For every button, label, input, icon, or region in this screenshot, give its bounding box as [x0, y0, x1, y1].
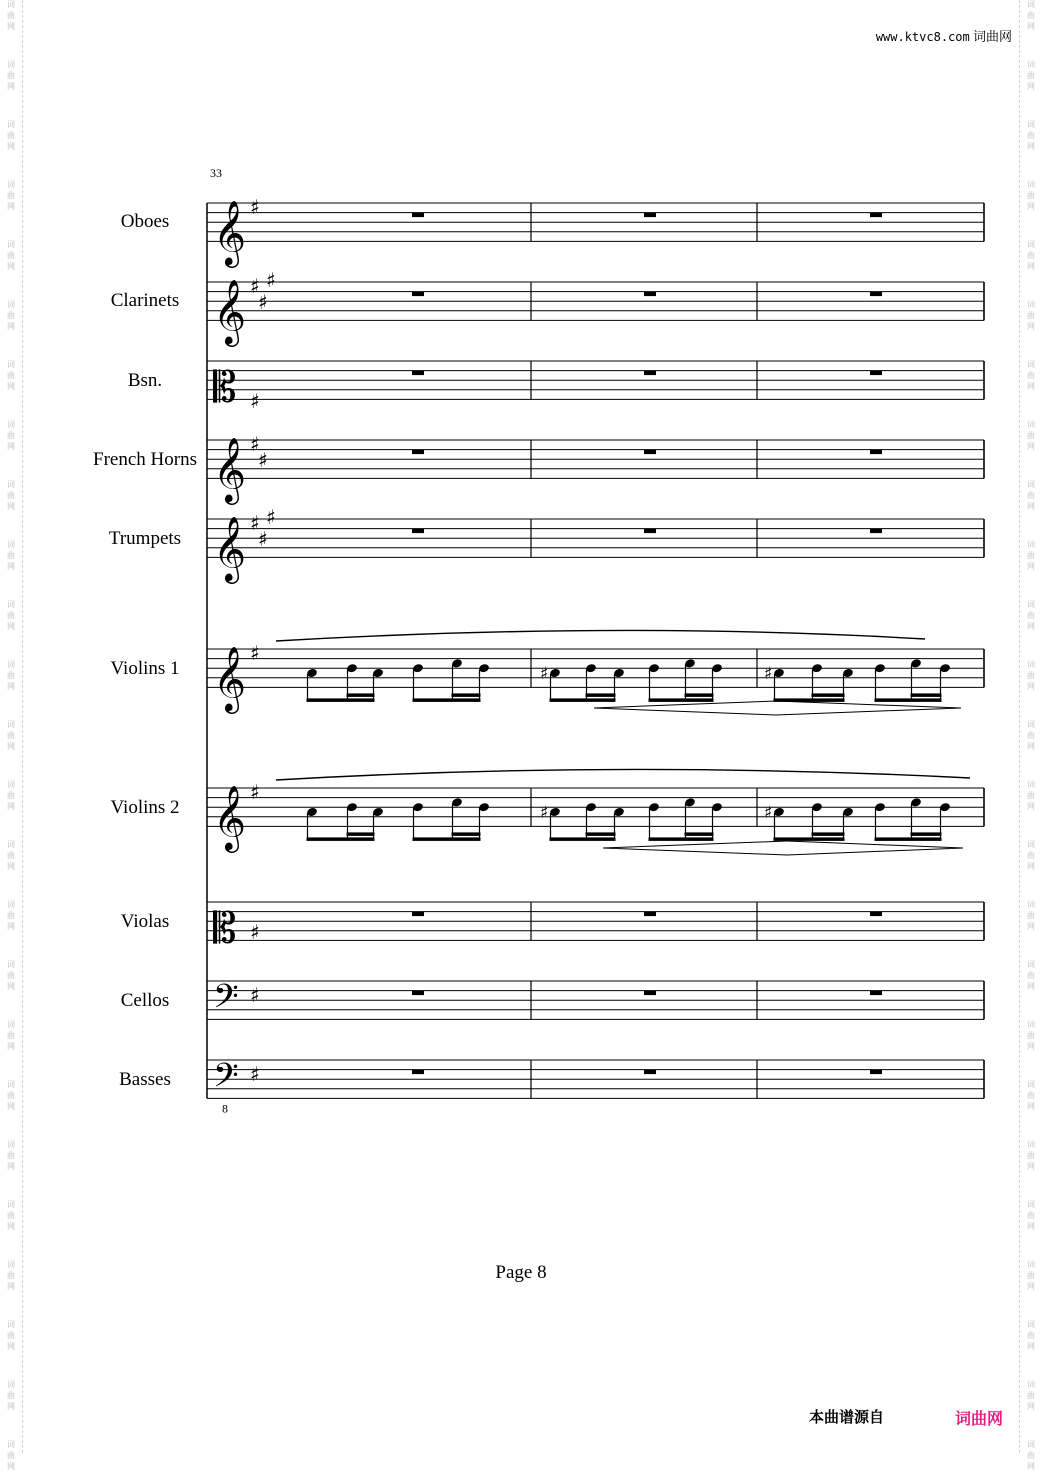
crescendo-hairpin: [603, 841, 787, 855]
watermark-glyph: 词: [7, 540, 15, 549]
watermark-glyph: 曲: [7, 311, 15, 320]
watermark-glyph: 曲: [1027, 311, 1035, 320]
watermark-glyph: 词: [7, 1380, 15, 1389]
clef-tenor: 𝄡: [213, 362, 237, 412]
watermark-glyph: 曲: [1027, 251, 1035, 260]
watermark-glyph: 词: [1027, 720, 1035, 729]
watermark-glyph: 网: [7, 982, 15, 991]
watermark-glyph: 网: [1027, 1342, 1035, 1351]
watermark-glyph: 网: [7, 682, 15, 691]
whole-rest: [412, 450, 424, 455]
watermark-glyph: 网: [7, 562, 15, 571]
whole-rest: [870, 991, 882, 996]
watermark-glyph: 词: [1027, 480, 1035, 489]
watermark-glyph: 网: [7, 802, 15, 811]
whole-rest: [644, 450, 656, 455]
watermark-glyph: 网: [1027, 1162, 1035, 1171]
watermark-glyph: 曲: [7, 431, 15, 440]
whole-rest: [870, 1070, 882, 1075]
header-url[interactable]: www.ktvc8.com: [875, 30, 970, 44]
watermark-glyph: 网: [7, 622, 15, 631]
watermark-glyph: 网: [1027, 22, 1035, 31]
clef-bass: 𝄢: [213, 977, 239, 1024]
watermark-glyph: 词: [1027, 120, 1035, 129]
whole-rest: [412, 292, 424, 297]
watermark-glyph: 曲: [7, 71, 15, 80]
watermark-glyph: 词: [7, 1020, 15, 1029]
watermark-glyph: 词: [1027, 240, 1035, 249]
watermark-glyph: 曲: [1027, 671, 1035, 680]
key-sharp: ♯: [250, 780, 260, 804]
key-sharp: ♯: [250, 432, 260, 456]
instrument-label-french-horns: French Horns: [93, 449, 197, 470]
clef-treble: 𝄞: [213, 785, 247, 851]
watermark-glyph: 曲: [1027, 971, 1035, 980]
key-sharp: ♯: [266, 505, 276, 529]
watermark-glyph: 词: [1027, 840, 1035, 849]
beam: [685, 832, 714, 836]
watermark-glyph: 网: [1027, 262, 1035, 271]
watermark-glyph: 词: [7, 480, 15, 489]
watermark-glyph: 词: [7, 1440, 15, 1449]
watermark-glyph: 曲: [7, 1091, 15, 1100]
beam: [413, 698, 481, 702]
watermark-glyph: 网: [7, 82, 15, 91]
watermark-glyph: 网: [7, 1402, 15, 1411]
watermark-glyph: 词: [1027, 600, 1035, 609]
watermark-glyph: 曲: [1027, 731, 1035, 740]
measure-number: 33: [210, 166, 222, 180]
beam: [413, 837, 481, 841]
watermark-glyph: 曲: [1027, 1331, 1035, 1340]
accidental-sharp: ♯: [540, 664, 549, 684]
watermark-glyph: 词: [1027, 660, 1035, 669]
whole-rest: [870, 450, 882, 455]
watermark-glyph: 网: [7, 262, 15, 271]
header-site-name: 词曲网: [972, 30, 1012, 45]
whole-rest: [644, 1070, 656, 1075]
watermark-glyph: 词: [1027, 1200, 1035, 1209]
watermark-glyph: 网: [1027, 562, 1035, 571]
watermark-glyph: 曲: [1027, 1451, 1035, 1460]
watermark-glyph: 曲: [1027, 11, 1035, 20]
watermark-glyph: 网: [1027, 442, 1035, 451]
page-number: Page 8: [495, 1262, 547, 1283]
beam: [911, 832, 942, 836]
watermark-glyph: 曲: [1027, 791, 1035, 800]
watermark-glyph: 词: [1027, 300, 1035, 309]
watermark-glyph: 网: [1027, 742, 1035, 751]
watermark-glyph: 曲: [7, 491, 15, 500]
watermark-glyph: 网: [7, 1342, 15, 1351]
watermark-glyph: 词: [7, 240, 15, 249]
watermark-glyph: 词: [7, 720, 15, 729]
watermark-glyph: 网: [1027, 802, 1035, 811]
watermark-glyph: 词: [1027, 1140, 1035, 1149]
watermark-glyph: 词: [1027, 180, 1035, 189]
slur: [276, 769, 970, 780]
watermark-glyph: 曲: [1027, 1031, 1035, 1040]
key-sharp: ♯: [250, 511, 260, 535]
watermark-glyph: 网: [7, 502, 15, 511]
key-sharp: ♯: [250, 1062, 260, 1086]
instrument-label-violins-2: Violins 2: [110, 797, 180, 818]
watermark-glyph: 词: [7, 600, 15, 609]
watermark-glyph: 曲: [7, 731, 15, 740]
watermark-glyph: 曲: [7, 851, 15, 860]
watermark-glyph: 词: [7, 360, 15, 369]
watermark-glyph: 曲: [1027, 1091, 1035, 1100]
watermark-glyph: 曲: [1027, 611, 1035, 620]
crescendo-hairpin: [594, 701, 776, 715]
slur: [276, 630, 925, 641]
watermark-glyph: 网: [1027, 982, 1035, 991]
watermark-glyph: 词: [7, 0, 15, 9]
watermark-glyph: 网: [1027, 322, 1035, 331]
instrument-label-basses: Basses: [119, 1069, 171, 1090]
watermark-glyph: 网: [7, 742, 15, 751]
watermark-glyph: 曲: [1027, 911, 1035, 920]
watermark-glyph: 曲: [1027, 431, 1035, 440]
watermark-glyph: 词: [7, 60, 15, 69]
whole-rest: [870, 912, 882, 917]
watermark-glyph: 词: [7, 1260, 15, 1269]
watermark-glyph: 词: [1027, 1020, 1035, 1029]
key-sharp: ♯: [266, 268, 276, 292]
footer-site-name[interactable]: 词曲网: [955, 1409, 1004, 1428]
watermark-glyph: 网: [7, 1162, 15, 1171]
instrument-label-violins-1: Violins 1: [110, 658, 180, 679]
key-sharp: ♯: [250, 641, 260, 665]
watermark-glyph: 网: [1027, 1462, 1035, 1471]
whole-rest: [870, 213, 882, 218]
watermark-glyph: 曲: [7, 371, 15, 380]
watermark-glyph: 曲: [1027, 71, 1035, 80]
watermark-glyph: 词: [1027, 60, 1035, 69]
whole-rest: [412, 912, 424, 917]
watermark-glyph: 曲: [7, 251, 15, 260]
clef-treble: 𝄞: [213, 200, 247, 266]
watermark-glyph: 网: [7, 1282, 15, 1291]
watermark-glyph: 词: [1027, 1380, 1035, 1389]
watermark-glyph: 曲: [1027, 1391, 1035, 1400]
accidental-sharp: ♯: [764, 803, 773, 823]
watermark-glyph: 网: [1027, 622, 1035, 631]
beam: [875, 698, 942, 702]
accidental-sharp: ♯: [540, 803, 549, 823]
watermark-glyph: 曲: [7, 1211, 15, 1220]
watermark-glyph: 曲: [7, 1031, 15, 1040]
instrument-label-oboes: Oboes: [120, 211, 170, 232]
clef-treble: 𝄞: [213, 516, 247, 582]
watermark-glyph: 曲: [1027, 131, 1035, 140]
watermark-glyph: 词: [1027, 0, 1035, 9]
watermark-glyph: 网: [1027, 382, 1035, 391]
watermark-glyph: 网: [1027, 202, 1035, 211]
watermark-glyph: 曲: [7, 911, 15, 920]
whole-rest: [644, 213, 656, 218]
watermark-glyph: 词: [7, 180, 15, 189]
whole-rest: [644, 292, 656, 297]
whole-rest: [412, 991, 424, 996]
watermark-glyph: 网: [1027, 1102, 1035, 1111]
beam: [452, 693, 481, 697]
watermark-glyph: 曲: [1027, 371, 1035, 380]
clef-treble: 𝄞: [213, 437, 247, 503]
watermark-glyph: 曲: [1027, 1271, 1035, 1280]
accidental-sharp: ♯: [764, 664, 773, 684]
watermark-glyph: 网: [7, 22, 15, 31]
octave-marker: 8: [222, 1101, 228, 1116]
watermark-glyph: 曲: [1027, 1151, 1035, 1160]
watermark-glyph: 网: [7, 382, 15, 391]
watermark-glyph: 曲: [7, 1391, 15, 1400]
key-sharp: ♯: [258, 527, 268, 551]
instrument-label-violas: Violas: [120, 911, 170, 932]
watermark-glyph: 词: [1027, 960, 1035, 969]
key-sharp: ♯: [258, 290, 268, 314]
watermark-glyph: 曲: [7, 671, 15, 680]
instrument-label-bassoon: Bsn.: [127, 370, 163, 391]
watermark-glyph: 曲: [7, 191, 15, 200]
whole-rest: [644, 529, 656, 534]
watermark-glyph: 网: [7, 1042, 15, 1051]
instrument-label-clarinets: Clarinets: [110, 290, 180, 311]
beam: [452, 832, 481, 836]
watermark-glyph: 曲: [7, 611, 15, 620]
watermark-glyph: 词: [1027, 1260, 1035, 1269]
whole-rest: [644, 371, 656, 376]
watermark-glyph: 词: [7, 120, 15, 129]
clef-bass-8: 𝄢: [213, 1056, 239, 1103]
watermark-glyph: 词: [7, 840, 15, 849]
key-sharp: ♯: [250, 195, 260, 219]
beam: [586, 832, 616, 836]
watermark-glyph: 网: [7, 442, 15, 451]
beam: [774, 837, 845, 841]
watermark-glyph: 词: [7, 660, 15, 669]
beam: [347, 832, 375, 836]
watermark-glyph: 词: [1027, 540, 1035, 549]
watermark-glyph: 曲: [7, 1331, 15, 1340]
watermark-glyph: 词: [1027, 780, 1035, 789]
watermark-glyph: 词: [7, 900, 15, 909]
beam: [649, 698, 714, 702]
beam: [586, 693, 616, 697]
watermark-glyph: 曲: [7, 11, 15, 20]
watermark-glyph: 曲: [7, 1271, 15, 1280]
key-sharp: ♯: [250, 983, 260, 1007]
beam: [812, 832, 845, 836]
beam: [550, 698, 616, 702]
beam: [812, 693, 845, 697]
watermark-glyph: 网: [7, 1102, 15, 1111]
watermark-glyph: 网: [1027, 142, 1035, 151]
watermark-glyph: 曲: [7, 551, 15, 560]
watermark-glyph: 网: [7, 142, 15, 151]
watermark-glyph: 网: [7, 322, 15, 331]
watermark-glyph: 曲: [1027, 191, 1035, 200]
watermark-glyph: 网: [7, 1462, 15, 1471]
whole-rest: [412, 1070, 424, 1075]
watermark-glyph: 网: [7, 202, 15, 211]
key-sharp: ♯: [258, 448, 268, 472]
watermark-glyph: 网: [1027, 682, 1035, 691]
beam: [649, 837, 714, 841]
key-sharp: ♯: [250, 920, 260, 944]
watermark-glyph: 词: [1027, 1320, 1035, 1329]
watermark-glyph: 网: [1027, 1282, 1035, 1291]
watermark-glyph: 网: [1027, 502, 1035, 511]
watermark-glyph: 曲: [1027, 551, 1035, 560]
watermark-glyph: 词: [7, 420, 15, 429]
watermark-glyph: 曲: [7, 971, 15, 980]
watermark-glyph: 词: [7, 960, 15, 969]
beam: [307, 837, 375, 841]
watermark-glyph: 网: [1027, 1402, 1035, 1411]
watermark-glyph: 网: [1027, 862, 1035, 871]
whole-rest: [870, 371, 882, 376]
watermark-glyph: 词: [1027, 1080, 1035, 1089]
whole-rest: [412, 371, 424, 376]
beam: [685, 693, 714, 697]
footer-source-text: 本曲谱源自: [809, 1408, 885, 1426]
whole-rest: [644, 912, 656, 917]
watermark-glyph: 网: [7, 922, 15, 931]
whole-rest: [870, 292, 882, 297]
instrument-label-trumpets: Trumpets: [108, 528, 182, 549]
watermark-glyph: 曲: [1027, 491, 1035, 500]
clef-treble: 𝄞: [213, 646, 247, 712]
watermark-glyph: 词: [1027, 1440, 1035, 1449]
whole-rest: [870, 529, 882, 534]
watermark-glyph: 词: [7, 1080, 15, 1089]
watermark-glyph: 网: [1027, 922, 1035, 931]
beam: [550, 837, 616, 841]
watermark-glyph: 网: [7, 1222, 15, 1231]
watermark-glyph: 曲: [7, 1451, 15, 1460]
watermark-glyph: 词: [1027, 360, 1035, 369]
beam: [307, 698, 375, 702]
watermark-glyph: 词: [7, 1200, 15, 1209]
beam: [347, 693, 375, 697]
key-sharp: ♯: [250, 274, 260, 298]
whole-rest: [412, 213, 424, 218]
watermark-glyph: 曲: [1027, 851, 1035, 860]
watermark-glyph: 词: [7, 780, 15, 789]
diminuendo-hairpin: [776, 701, 961, 715]
clef-treble: 𝄞: [213, 279, 247, 345]
watermark-glyph: 曲: [1027, 1211, 1035, 1220]
whole-rest: [644, 991, 656, 996]
watermark-glyph: 曲: [7, 791, 15, 800]
watermark-glyph: 网: [7, 862, 15, 871]
watermark-glyph: 曲: [7, 131, 15, 140]
beam: [911, 693, 942, 697]
diminuendo-hairpin: [787, 841, 963, 855]
whole-rest: [412, 529, 424, 534]
clef-alto: 𝄡: [213, 903, 237, 953]
watermark-glyph: 网: [1027, 1042, 1035, 1051]
watermark-glyph: 网: [1027, 1222, 1035, 1231]
instrument-label-cellos: Cellos: [120, 990, 170, 1011]
beam: [875, 837, 942, 841]
watermark-glyph: 网: [1027, 82, 1035, 91]
watermark-glyph: 词: [1027, 420, 1035, 429]
watermark-glyph: 词: [7, 1140, 15, 1149]
watermark-glyph: 曲: [7, 1151, 15, 1160]
watermark-glyph: 词: [1027, 900, 1035, 909]
watermark-glyph: 词: [7, 300, 15, 309]
watermark-glyph: 词: [7, 1320, 15, 1329]
key-sharp: ♯: [250, 389, 260, 413]
